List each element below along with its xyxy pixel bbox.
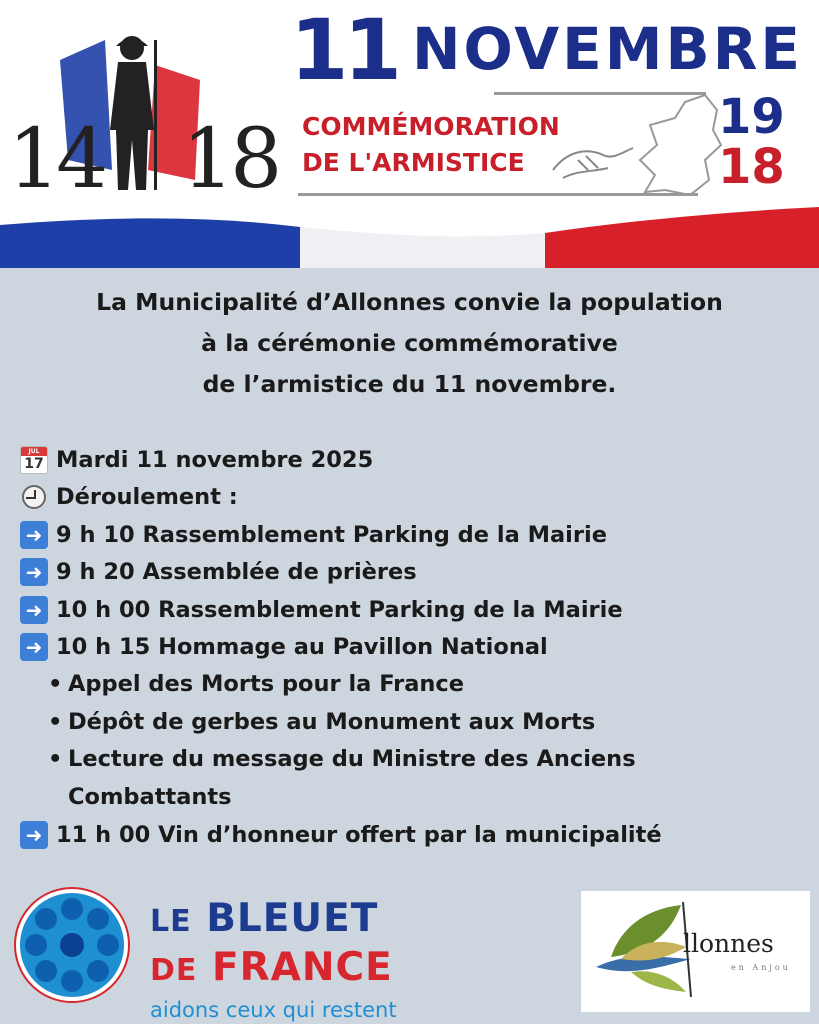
ceremony-sub-item: • Dépôt de gerbes au Monument aux Morts bbox=[44, 704, 810, 742]
handshake-icon bbox=[548, 130, 638, 190]
arrow-right-icon: ➜ bbox=[20, 633, 48, 661]
arrow-right-icon: ➜ bbox=[20, 558, 48, 586]
schedule-item bbox=[20, 516, 810, 554]
invitation-text bbox=[0, 282, 819, 405]
tricolor-flag-band bbox=[0, 205, 819, 268]
bleuet-line-2-prefix: DE bbox=[150, 953, 198, 988]
calendar-icon-day: 17 bbox=[24, 455, 44, 472]
program-header: Déroulement : bbox=[56, 484, 238, 511]
schedule-item bbox=[20, 591, 810, 629]
bleuet-wordmark bbox=[150, 896, 397, 1024]
year-1918-label: 18 bbox=[182, 112, 279, 207]
schedule-item-text: 10 h 15 Hommage au Pavillon National bbox=[56, 634, 548, 661]
schedule-item-text: 11 h 00 Vin d’honneur offert par la municipalité bbox=[56, 821, 662, 848]
event-date: Mardi 11 novembre 2025 bbox=[56, 446, 374, 473]
allonnes-logo bbox=[581, 891, 810, 1012]
title-month: NOVEMBRE bbox=[412, 15, 804, 83]
arrow-right-icon: ➜ bbox=[20, 521, 48, 549]
year-right-19: 19 bbox=[718, 89, 785, 145]
ceremony-sub-list bbox=[44, 666, 810, 816]
france-map-outline-icon bbox=[635, 90, 725, 200]
allonnes-name: llonnes bbox=[683, 929, 774, 958]
invitation-line-2: à la cérémonie commémorative bbox=[201, 329, 618, 357]
bleuet-line-1-main: BLEUET bbox=[206, 896, 379, 941]
calendar-icon-month: JUL bbox=[21, 447, 47, 456]
clock-icon bbox=[22, 485, 46, 509]
arrow-right-icon: ➜ bbox=[20, 596, 48, 624]
bleuet-de-france-logo bbox=[12, 885, 132, 1005]
title-day: 11 bbox=[290, 1, 397, 99]
year-right-18: 18 bbox=[718, 139, 785, 195]
schedule-list bbox=[20, 441, 810, 854]
schedule-item-text: 9 h 20 Assemblée de prières bbox=[56, 559, 417, 586]
bleuet-tagline: aidons ceux qui restent bbox=[150, 998, 397, 1022]
calendar-icon bbox=[20, 446, 48, 474]
bleuet-line-1 bbox=[150, 896, 397, 945]
invitation-line-3: de l’armistice du 11 novembre. bbox=[202, 370, 617, 398]
schedule-item-text: 9 h 10 Rassemblement Parking de la Mairie bbox=[56, 521, 607, 548]
year-1914-label: 14 bbox=[8, 112, 105, 207]
schedule-item bbox=[20, 629, 810, 667]
schedule-item bbox=[20, 816, 810, 854]
invitation-line-1: La Municipalité d’Allonnes convie la population bbox=[96, 288, 723, 316]
event-date-row bbox=[20, 441, 810, 479]
ceremony-sub-item: • Appel des Morts pour la France bbox=[44, 666, 810, 704]
bleuet-line-1-prefix: LE bbox=[150, 904, 192, 939]
ceremony-sub-item: • Lecture du message du Ministre des Anciens Combattants bbox=[44, 741, 684, 816]
bleuet-line-2-main: FRANCE bbox=[211, 945, 393, 990]
program-header-row bbox=[20, 479, 810, 517]
subtitle-armistice: DE L'ARMISTICE bbox=[302, 148, 525, 177]
schedule-item bbox=[20, 554, 810, 592]
bleuet-line-2 bbox=[150, 945, 397, 994]
header-banner bbox=[0, 0, 819, 268]
subtitle-commemoration: COMMÉMORATION bbox=[302, 112, 560, 141]
arrow-right-icon: ➜ bbox=[20, 821, 48, 849]
allonnes-subtitle: en Anjou bbox=[731, 963, 791, 972]
schedule-item-text: 10 h 00 Rassemblement Parking de la Mairie bbox=[56, 596, 623, 623]
